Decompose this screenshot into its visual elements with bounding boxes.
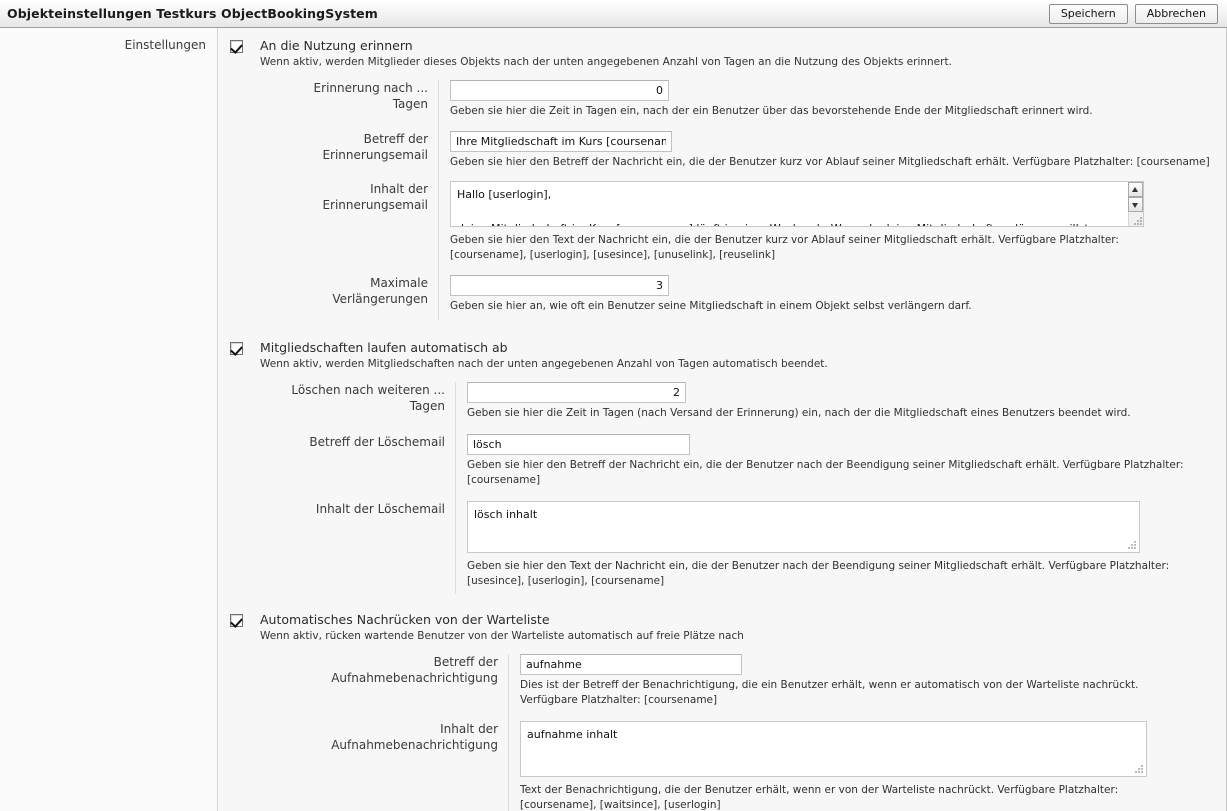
field-help-admission-body: Text der Benachrichtigung, die der Benutzer erhält, wenn er von der Warteliste nachrückt. Verfügbare Platzhalter: [coursename], [waitsince], [userlogin] <box>520 784 1119 811</box>
field-control <box>438 181 1227 262</box>
form-section-label: Einstellungen <box>124 38 206 52</box>
field-label-reminder-days: Erinnerung nach ... Tagen <box>313 81 428 111</box>
field-label-reminder-subject: Betreff der Erinnerungsemail <box>322 131 428 162</box>
section-title: Mitgliedschaften laufen automatisch ab <box>260 339 508 355</box>
section-title: Automatisches Nachrücken von der Warteliste <box>260 612 550 627</box>
form-left-column <box>0 28 218 811</box>
save-button[interactable]: Speichern <box>1049 4 1128 24</box>
field-control <box>508 721 1227 811</box>
field-help-delete-body: Geben sie hier den Text der Nachricht ein, die der Benutzer nach der Beendigung seiner Mitgliedschaft erhält. Verfügbare Platzhalter: [usesince], [userlogin], [coursename] <box>467 560 1170 587</box>
field-control <box>455 501 1227 588</box>
section-auto-expire <box>219 320 1227 595</box>
field-help-max-extensions: Geben sie hier an, wie oft ein Benutzer seine Mitgliedschaft in einem Objekt selbst verlängern darf. <box>450 300 972 312</box>
field-row-delete-body <box>219 487 1227 588</box>
field-help-admission-subject: Dies ist der Betreff der Benachrichtigung, die ein Benutzer erhält, wenn er automatisch von der Warteliste nachrückt. Verfügbare Platzhalter: [coursename] <box>520 679 1139 706</box>
field-row-reminder-subject <box>219 119 1227 170</box>
resize-grip-icon[interactable] <box>1134 217 1143 226</box>
delete-body-wrapper <box>467 501 1140 553</box>
field-row-reminder-body <box>219 169 1227 262</box>
reminder-body-wrapper <box>450 181 1144 227</box>
delete-after-days-input[interactable] <box>467 382 686 403</box>
delete-body-textarea[interactable] <box>467 501 1140 553</box>
settings-form <box>0 28 1227 811</box>
field-label-delete-body: Inhalt der Löschemail <box>315 502 445 516</box>
field-label-max-extensions: Maximale Verlängerungen <box>332 276 428 306</box>
form-content-column <box>219 28 1227 811</box>
field-control <box>455 434 1227 487</box>
checkbox-waitlist-autofill[interactable] <box>230 614 243 627</box>
field-row-max-extensions <box>219 262 1227 314</box>
field-label-delete-subject: Betreff der Löschemail <box>309 435 445 449</box>
section-header <box>219 612 1227 644</box>
resize-grip-icon[interactable] <box>1135 765 1144 774</box>
field-row-admission-body <box>219 707 1227 811</box>
field-control <box>455 382 1227 421</box>
scroll-down-icon[interactable] <box>1128 197 1143 212</box>
delete-subject-input[interactable] <box>467 434 690 455</box>
section-description: Wenn aktiv, rücken wartende Benutzer von der Warteliste automatisch auf freie Plätze nach <box>260 630 744 642</box>
field-control <box>438 275 1227 314</box>
field-help-reminder-days: Geben sie hier die Zeit in Tagen ein, nach der ein Benutzer über das bevorstehende Ende der Mitgliedschaft erinnert wird. <box>450 105 1093 117</box>
field-control <box>508 654 1227 707</box>
field-label-admission-subject: Betreff der Aufnahmebenachrichtigung <box>331 655 498 685</box>
checkbox-remind-usage[interactable] <box>230 40 243 53</box>
window-titlebar <box>0 0 1227 28</box>
reminder-subject-input[interactable] <box>450 131 672 152</box>
admission-body-wrapper <box>520 721 1147 777</box>
section-header <box>219 340 1227 372</box>
reminder-days-input[interactable] <box>450 80 669 101</box>
cancel-button[interactable]: Abbrechen <box>1135 4 1218 24</box>
field-group-waitlist-autofill <box>219 654 1227 811</box>
field-label-reminder-body: Inhalt der Erinnerungsemail <box>322 182 428 212</box>
max-extensions-input[interactable] <box>450 275 669 296</box>
field-help-reminder-subject: Geben sie hier den Betreff der Nachricht ein, die der Benutzer kurz vor Ablauf seiner Mitgliedschaft erhält. Verfügbare Platzhalter: [coursename] <box>450 155 1210 168</box>
admission-body-textarea[interactable] <box>520 721 1147 777</box>
scroll-up-icon[interactable] <box>1128 182 1143 197</box>
field-label-delete-after-days: Löschen nach weiteren ... Tagen <box>291 382 445 413</box>
field-row-delete-subject <box>219 420 1227 487</box>
field-group-auto-expire <box>219 382 1227 595</box>
field-control <box>438 131 1227 170</box>
section-title: An die Nutzung erinnern <box>260 38 413 53</box>
field-row-admission-subject <box>219 654 1227 707</box>
field-help-delete-after-days: Geben sie hier die Zeit in Tagen (nach Versand der Erinnerung) ein, nach der die Mitgliedschaft eines Benutzers beendet wird. <box>467 406 1131 419</box>
field-help-delete-subject: Geben sie hier den Betreff der Nachricht ein, die der Benutzer nach der Beendigung seiner Mitgliedschaft erhält. Verfügbare Platzhalter: [coursename] <box>467 459 1184 486</box>
section-waitlist-autofill <box>219 594 1227 811</box>
resize-grip-icon[interactable] <box>1128 541 1137 550</box>
section-description: Wenn aktiv, werden Mitglieder dieses Objekts nach der unten angegebenen Anzahl von Tagen an die Nutzung des Objekts erinnert. <box>260 56 952 68</box>
checkbox-auto-expire[interactable] <box>230 342 243 355</box>
field-row-delete-after-days <box>219 382 1227 421</box>
textarea-scrollbar[interactable] <box>1128 182 1143 226</box>
field-row-reminder-days <box>219 80 1227 119</box>
reminder-body-textarea[interactable] <box>450 181 1144 227</box>
admission-subject-input[interactable] <box>520 654 742 675</box>
section-remind-usage <box>219 28 1227 320</box>
section-header <box>219 38 1227 70</box>
field-control <box>438 80 1227 119</box>
section-description: Wenn aktiv, werden Mitgliedschaften nach der unten angegebenen Anzahl von Tagen automatisch beendet. <box>260 357 828 370</box>
field-group-remind-usage <box>219 80 1227 320</box>
titlebar-actions <box>1049 4 1227 24</box>
page-title: Objekteinstellungen Testkurs ObjectBookingSystem <box>7 6 378 21</box>
field-label-admission-body: Inhalt der Aufnahmebenachrichtigung <box>331 722 498 752</box>
field-help-reminder-body: Geben sie hier den Text der Nachricht ein, die der Benutzer kurz vor Ablauf seiner Mitgliedschaft erhält. Verfügbare Platzhalter: [coursename], [userlogin], [usesince], [unuselink], [reuselink] <box>450 234 1119 261</box>
